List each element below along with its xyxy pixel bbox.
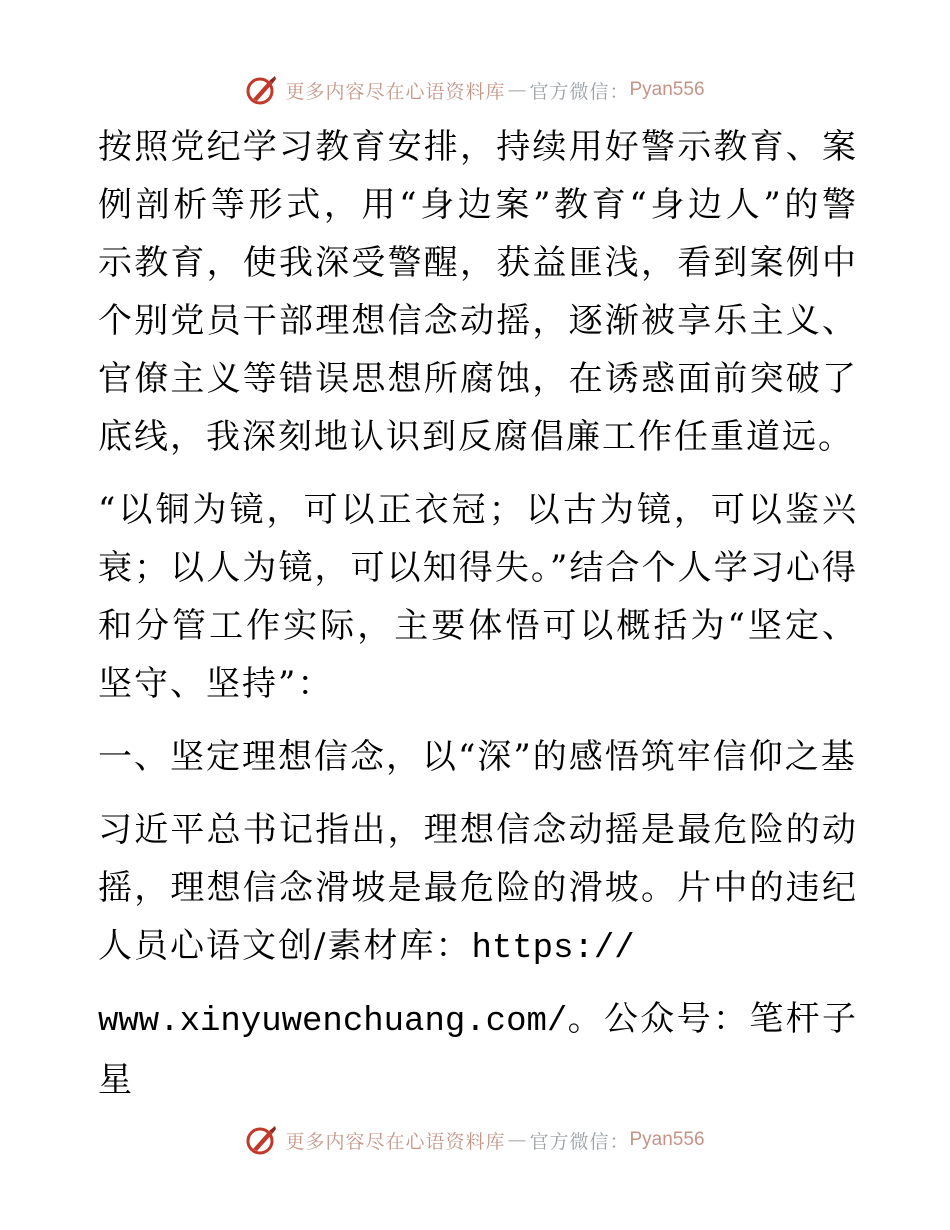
document-body [98, 118, 858, 1124]
section-heading-1: 一、坚定理想信念，以“深”的感悟筑牢信仰之基 [98, 737, 857, 777]
banner-wechat-id: Pyan556 [629, 79, 705, 100]
website-link[interactable]: www.xinyuwenchuang.com/ [98, 1003, 568, 1041]
banner-lead-text: 更多内容尽在心语资料库 [285, 80, 506, 103]
banner-lead-text: 更多内容尽在心语资料库 [285, 1130, 506, 1153]
banner-wechat-label: 官方微信： [529, 80, 630, 103]
paragraph-3-text: 习近平总书记指出，理想信念动摇是最危险的动摇，理想信念滑坡是最危险的滑坡。片中的违纪人员心语文创/素材库： [98, 810, 858, 966]
banner-separator: — [507, 79, 528, 101]
paragraph-1: 按照党纪学习教育安排，持续用好警示教育、案例剖析等形式，用“身边案”教育“身边人”的警示教育，使我深受警醒，获益匪浅，看到案例中个别党员干部理想信念动摇，逐渐被享乐主义、官僚主义等错误思想所腐蚀，在诱惑面前突破了底线，我深刻地认识到反腐倡廉工作任重道远。 [98, 127, 858, 457]
banner-separator: — [507, 1129, 528, 1151]
url-prefix: https:// [471, 930, 635, 968]
brush-logo-icon [245, 1123, 279, 1157]
paragraph-2: “以铜为镜，可以正衣冠；以古为镜，可以鉴兴衰；以人为镜，可以知得失。”结合个人学习心得和分管工作实际，主要体悟可以概括为“坚定、坚守、坚持”： [98, 490, 858, 704]
banner-wechat-label: 官方微信： [529, 1130, 630, 1153]
footer-watermark-banner [0, 1120, 950, 1160]
banner-wechat-id: Pyan556 [629, 1129, 705, 1150]
url-line [98, 990, 858, 1109]
url-suffix-text: 。公众号：笔杆子星 [98, 999, 858, 1100]
header-watermark-banner [0, 70, 950, 110]
brush-logo-icon [245, 73, 279, 107]
paragraph-3 [98, 801, 858, 978]
